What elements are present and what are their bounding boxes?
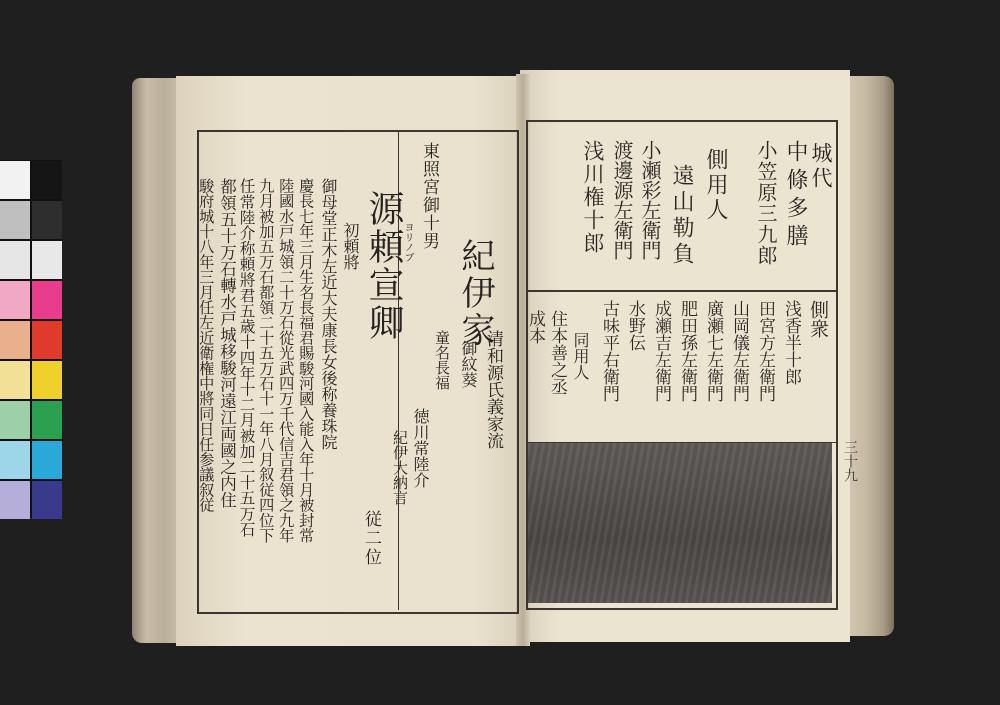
attendant-name-8: 古味平右衛門 [599,300,619,402]
color-swatch [0,201,30,239]
top-note: ヨリノブ [402,222,413,262]
right-section-rule [526,290,836,292]
color-swatch [32,281,62,319]
color-swatch [32,441,62,479]
chamberlain-name-3: 渡邊源左衛門 [610,140,634,260]
bio-line-3: 九月被加五万石都領二十五万石十一年八月叙従四位下 [257,178,276,543]
section-castellan: 城代 [809,142,833,192]
bio-line-6: 駿府城十八年三月任左近衛権中將同日任参議叙従 [197,178,216,513]
color-swatch [0,281,30,319]
color-swatch [32,401,62,439]
color-swatch [0,321,30,359]
color-swatch [0,401,30,439]
color-swatch [0,481,30,519]
color-swatch [0,361,30,399]
chamberlain-name-4: 浅川権十郎 [581,140,605,255]
castellan-name-1: 中條多膳 [783,140,808,252]
castellan-name-2: 小笠原三九郎 [754,140,778,266]
top-line: 東照宮御十男 [419,142,439,250]
attendant-name-3: 山岡儀左衛門 [729,300,749,402]
lord-name: 源頼宣卿 [363,190,404,342]
color-swatch [0,241,30,279]
folio-number: 三十九 [842,440,858,482]
chamberlain-name-2: 小瀬彩左衛門 [638,140,662,260]
color-swatch [32,481,62,519]
section-chamberlain: 側用人 [703,148,728,223]
title-hitachi: 徳川常陸介 [411,408,430,488]
mother-line: 御母堂正木左近大夫康長女後称養珠院 [319,178,338,450]
attendant-name-4: 廣瀬七左衛門 [703,300,723,402]
bio-line-2: 陸國水戸城領二十万石從光武四万千代信吉君領之九年 [277,178,296,543]
deputy-name-1: 住本善之丞 [547,310,567,395]
attendant-name-1: 浅香半十郎 [781,300,801,385]
crest: 御紋葵 [459,340,478,388]
color-checker [0,160,62,518]
title-kii: 紀伊大納言 [391,430,409,505]
childhood-name: 童名長福 [433,330,451,390]
color-swatch [32,321,62,359]
color-swatch [32,361,62,399]
chamberlain-name-1: 遠山勒負 [669,164,694,268]
bio-line-4: 任常陸介称頼將君五歳十四年十二月被加二十五万石 [237,178,256,537]
bio-line-5: 都領五十万石轉水戸城移駿河遠江両國之内住 [217,178,237,508]
color-swatch [32,161,62,199]
section-deputy: 同用人 [571,332,590,380]
color-swatch [0,161,30,199]
lineage: 清和源氏義家流 [483,330,503,449]
child-name-label: 初頼將 [341,222,360,270]
attendant-name-6: 成瀬吉左衛門 [651,300,671,402]
color-swatch [32,241,62,279]
house-title: 紀伊家 [455,238,495,349]
color-swatch [0,441,30,479]
ink-smudge-block [528,443,832,603]
section-attendants: 側衆 [807,300,829,338]
bio-line-1: 慶長七年三月生名長福君賜駿河國入能入年十月被封常 [297,178,316,543]
deputy-name-2: 成本 [525,310,545,344]
attendant-name-5: 肥田孫左衛門 [677,300,697,402]
attendant-name-2: 田宮方左衛門 [755,300,775,402]
attendant-name-7: 水野伝 [625,300,645,351]
color-swatch [32,201,62,239]
rank-label: 従二位 [361,510,381,567]
